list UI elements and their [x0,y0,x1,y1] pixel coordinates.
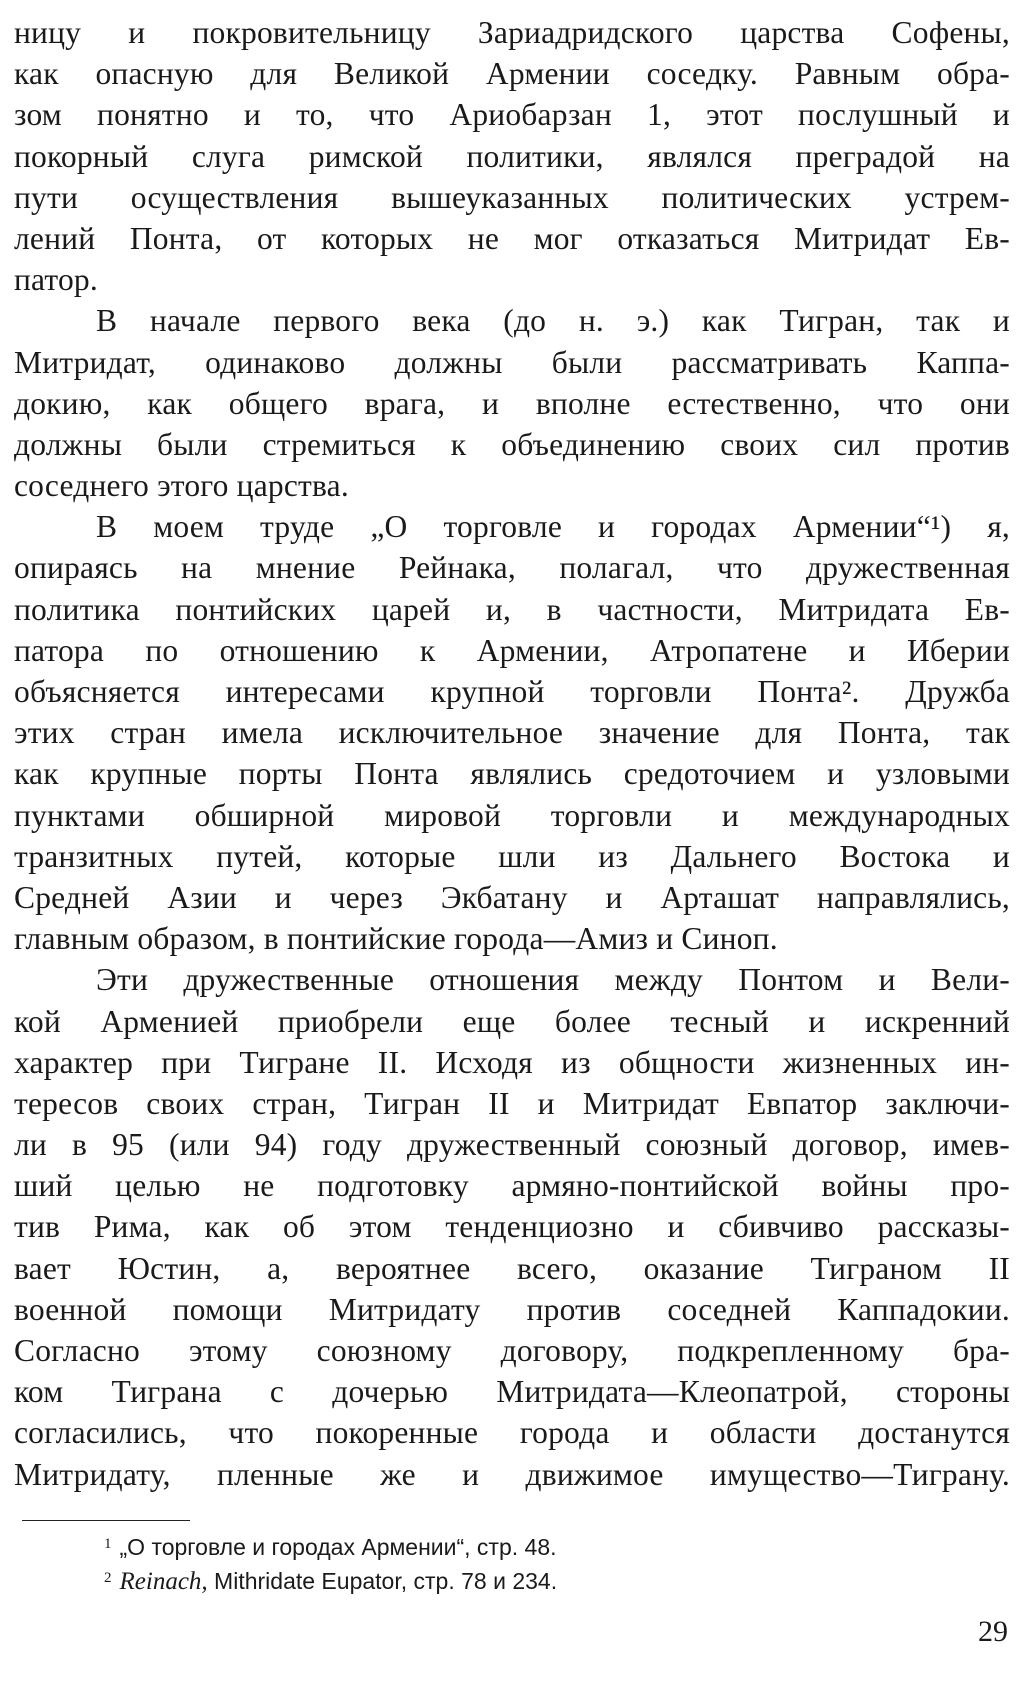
footnote-text: „О торговле и городах Армении“, стр. 48. [119,1534,557,1560]
text-line: ли в 95 (или 94) году дружественный союзный договор, имев- [14,1127,1010,1163]
footnote-author: Reinach, [119,1568,208,1595]
text-line: соседнего этого царства. [14,468,349,504]
text-line: патор. [14,262,98,298]
text-line: патора по отношению к Армении, Атропатене и Иберии [14,632,1010,668]
text-line: ком Тиграна с дочерью Митридата—Клеопатрой, стороны [14,1374,1010,1410]
footnote-text: Mithridate Eupator, стр. 78 и 234. [207,1568,558,1594]
footnote-number: 1 [104,1536,112,1552]
text-line: Согласно этому союзному договору, подкрепленному бра- [14,1333,1010,1368]
text-line: военной помощи Митридату против соседней Каппадокии. [14,1291,1010,1327]
text-line: пути осуществления вышеуказанных политических устрем- [14,179,1010,215]
text-line: лений Понта, от которых не мог отказаться Митридат Ев- [14,220,1010,256]
page-number: 29 [978,1615,1008,1648]
footnote-2 [104,1561,984,1595]
text-line: вает Юстин, а, вероятнее всего, оказание Тиграном II [14,1250,1010,1286]
footnote-divider [22,1520,190,1521]
text-line: должны были стремиться к объединению своих сил против [14,426,1010,462]
footnote-number: 2 [104,1570,112,1586]
text-line: тив Рима, как об этом тенденциозно и сбивчиво рассказы- [14,1209,1010,1245]
text-line: ницу и покровительницу Зариадридского царства Софены, [14,15,1010,50]
text-line: тересов своих стран, Тигран II и Митридат Евпатор заключи- [14,1085,1010,1121]
text-line: Митридат, одинаково должны были рассматривать Каппа- [14,344,1010,380]
text-line: ший целью не подготовку армяно-понтийской войны про- [14,1168,1010,1204]
text-line: докию, как общего врага, и вполне естественно, что они [14,385,1010,421]
page-body [14,12,1010,1495]
text-line: главным образом, в понтийские города—Амиз и Синоп. [14,921,778,957]
text-line: В моем труде „О торговле и городах Армении“¹) я, [96,509,1010,545]
text-line: как опасную для Великой Армении соседку. Равным обра- [14,56,1010,92]
text-line: объясняется интересами крупной торговли Понта². Дружба [14,674,1010,709]
text-line: Эти дружественные отношения между Понтом и Вели- [96,962,1010,998]
text-line: В начале первого века (до н. э.) как Тигран, так и [96,303,1010,339]
text-line: транзитных путей, которые шли из Дальнего Востока и [14,838,1010,874]
text-line: согласились, что покоренные города и области достанутся [14,1415,1010,1451]
text-line: Митридату, пленные же и движимое имущество—Тиграну. [14,1456,1010,1492]
text-line: этих стран имела исключительное значение для Понта, так [14,715,1010,751]
text-line: как крупные порты Понта являлись средоточием и узловыми [14,756,1010,792]
text-line: кой Арменией приобрели еще более тесный и искренний [14,1003,1010,1039]
text-line: пунктами обширной мировой торговли и международных [14,797,1010,833]
footnotes [104,1527,984,1595]
text-line: характер при Тигране II. Исходя из общности жизненных ин- [14,1044,1010,1080]
footnote-1 [104,1527,984,1561]
text-line: зом понятно и то, что Ариобарзан 1, этот послушный и [14,97,1010,133]
text-line: опираясь на мнение Рейнака, полагал, что дружественная [14,550,1010,586]
text-line: покорный слуга римской политики, являлся преградой на [14,138,1010,174]
text-line: Средней Азии и через Экбатану и Арташат направлялись, [14,879,1010,915]
text-line: политика понтийских царей и, в частности, Митридата Ев- [14,591,1010,627]
